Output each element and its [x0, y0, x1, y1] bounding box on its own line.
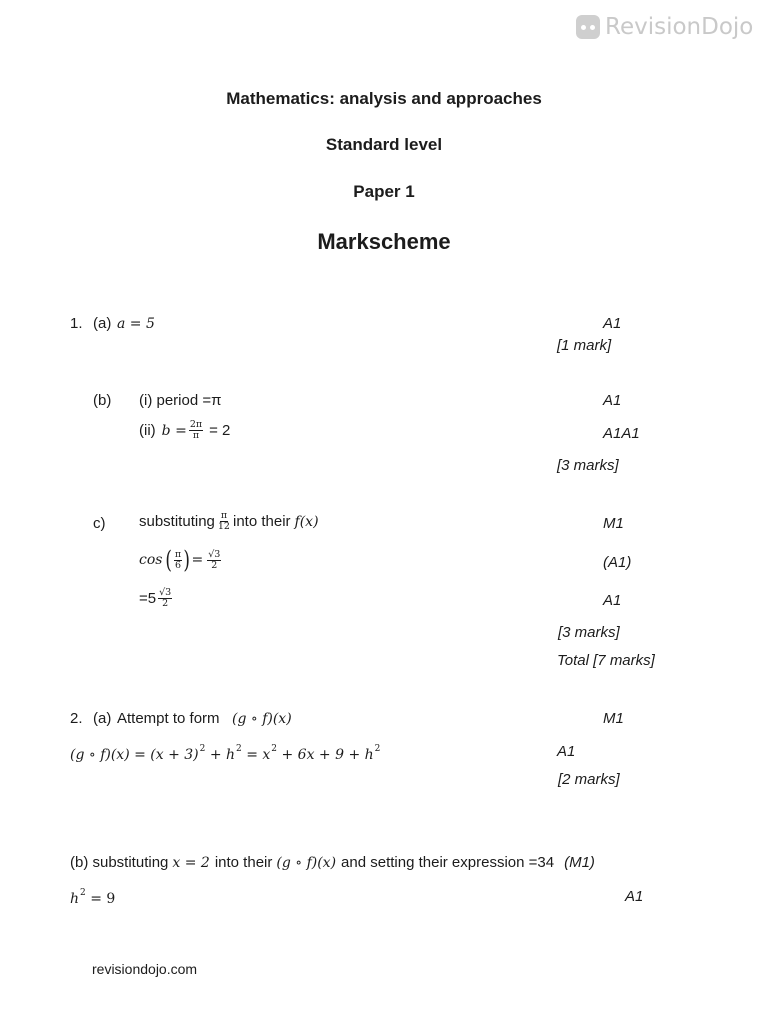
q1c-equals: =	[191, 552, 204, 568]
q1b-total: [3 marks]	[557, 457, 619, 474]
q1b-ii-lhs: b =	[161, 422, 187, 439]
q1c-text-1: substituting	[139, 513, 215, 530]
q2a-mark-1: M1	[603, 710, 624, 727]
logo-text: RevisionDojo	[605, 14, 754, 40]
q1c-result-prefix: =5	[139, 590, 157, 607]
q2a-composition: (g ∘ f)(x)	[232, 711, 292, 727]
q1a-mark: A1	[603, 315, 622, 332]
q1c-cos: cos	[139, 552, 163, 568]
q1b-label: (b)	[93, 392, 112, 409]
q1c-text-2: into their	[232, 513, 291, 530]
fraction-numerator: √3	[208, 548, 221, 560]
fraction-denominator: π	[192, 430, 200, 441]
q1b-i-mark: A1	[603, 392, 622, 409]
q2a-mark-2: A1	[557, 743, 576, 760]
q2a-label: (a)	[93, 710, 112, 727]
revisiondojo-logo	[576, 14, 753, 40]
footer-url[interactable]: revisiondojo.com	[92, 961, 198, 977]
q2b-text-3: and setting their expression =34	[341, 854, 555, 871]
q1c-result-fraction	[158, 588, 172, 609]
q2b-mark-1: (M1)	[564, 854, 595, 871]
q2a-text: Attempt to form	[117, 710, 220, 727]
fraction-numerator: π	[174, 548, 182, 560]
q2b-x-value: x = 2	[172, 854, 210, 871]
q2b-line-1	[70, 854, 595, 871]
q2b-mark-2: A1	[625, 888, 644, 905]
q1a-total: [1 mark]	[557, 337, 612, 354]
markscheme-heading: Markscheme	[317, 229, 451, 254]
q1-total: Total [7 marks]	[557, 652, 655, 669]
q2a-total: [2 marks]	[558, 771, 620, 788]
q1b-ii-mark: A1A1	[603, 425, 640, 442]
q1c-total: [3 marks]	[558, 624, 620, 641]
question-1-number: 1.	[70, 315, 83, 332]
logo-icon	[576, 15, 600, 39]
q1c-fraction	[217, 511, 231, 532]
q2b-text-2: into their	[214, 854, 273, 871]
q1b-ii-rhs: = 2	[209, 422, 231, 439]
question-2-number: 2.	[70, 710, 83, 727]
q1c-root-fraction	[207, 550, 221, 571]
q2b-h-squared: $h^2 = 9$	[70, 888, 116, 907]
q1c-mark-3: A1	[603, 592, 622, 609]
fraction-numerator: π	[220, 510, 228, 521]
q2a-expression: (g ∘ $f)(x) = (x + 3)^2 + h^2 = x^2 + 6x + 9 + h^2$	[70, 744, 381, 763]
q1b-ii-label: (ii)	[139, 422, 156, 439]
fraction-numerator: √3	[159, 587, 172, 598]
q1b-ii-line	[139, 420, 230, 441]
q1c-mark-2: (A1)	[603, 554, 632, 571]
fraction-denominator: 2	[162, 598, 169, 609]
q1c-function: f(x)	[294, 513, 319, 530]
q1b-ii-fraction	[189, 420, 203, 441]
fraction-numerator: 2π	[189, 419, 203, 430]
q1a-label: (a)	[93, 315, 112, 332]
q2b-composition: (g ∘ f)(x)	[276, 854, 337, 871]
fraction-denominator: 2	[211, 559, 218, 571]
paper-title: Paper 1	[353, 182, 415, 201]
fraction-denominator: 12	[217, 521, 230, 532]
q1a-expression: a = 5	[117, 316, 155, 332]
level-title: Standard level	[325, 135, 443, 154]
q1c-mark-1: M1	[603, 515, 624, 532]
q1c-line-3	[139, 588, 174, 609]
q1c-label: c)	[93, 515, 106, 532]
q1c-cos-fraction	[174, 550, 182, 571]
fraction-denominator: 6	[174, 559, 181, 571]
q1c-line-1	[139, 511, 319, 532]
q2b-text-1: (b) substituting	[70, 854, 169, 871]
q1c-line-2: cos ( $\frac{\pi}{6}$ ) = $\frac{√3}{2}$	[139, 546, 221, 574]
document-title: Mathematics: analysis and approaches	[226, 89, 542, 108]
q1b-i-text: (i) period =π	[139, 392, 222, 409]
